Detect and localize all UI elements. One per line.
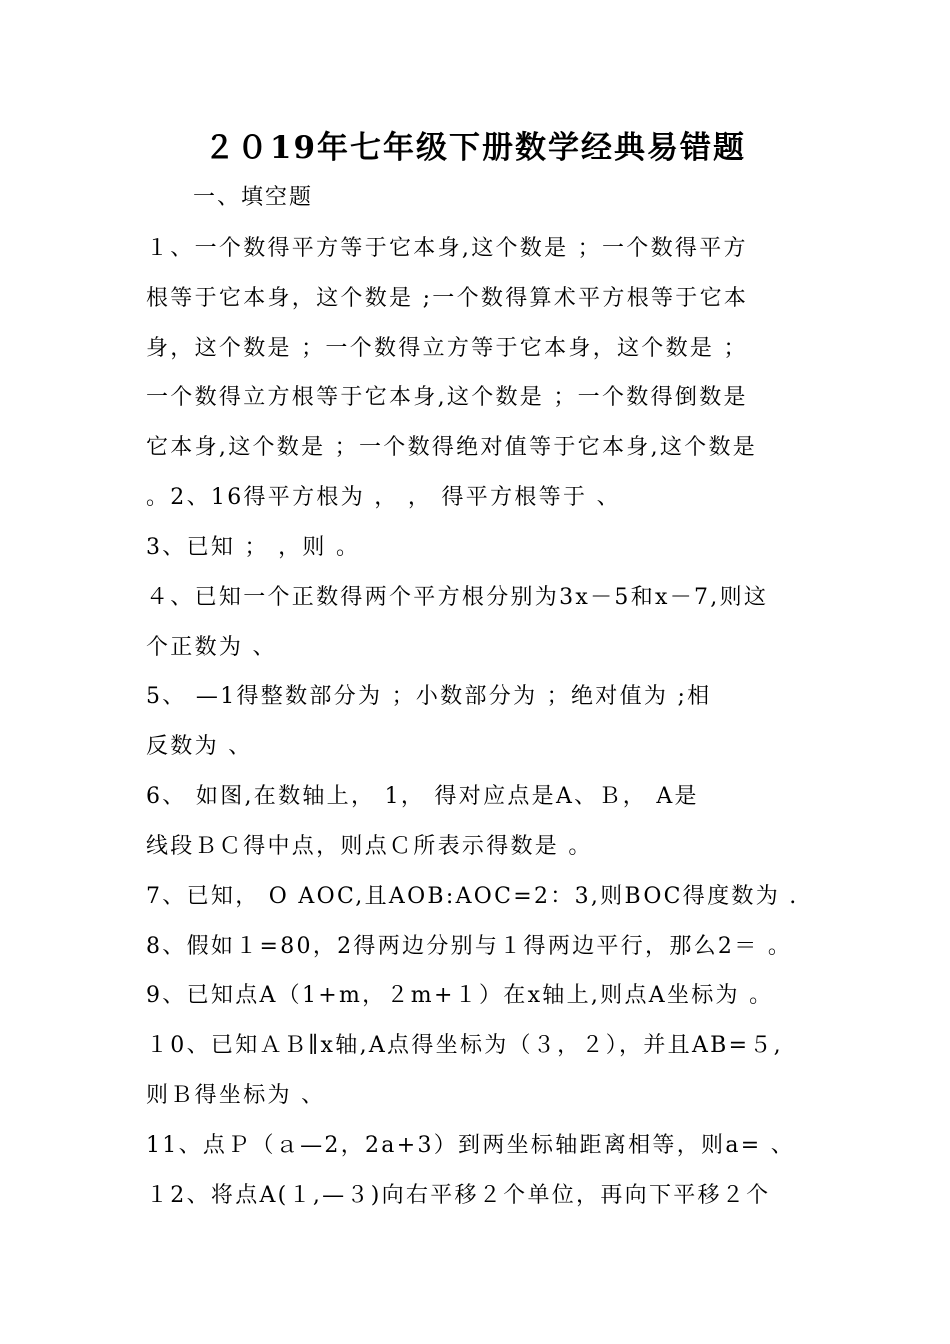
text-line: 它本身,这个数是 ；一个数得绝对值等于它本身,这个数是 — [146, 435, 758, 460]
text-line: １、一个数得平方等于它本身,这个数是 ；一个数得平方 — [146, 236, 748, 261]
page-title: ２０19年七年级下册数学经典易错题 — [203, 130, 747, 166]
text-line: 3、已知 ； ，则 。 — [146, 535, 361, 560]
text-line: 一个数得立方根等于它本身,这个数是 ；一个数得倒数是 — [146, 385, 748, 410]
text-line: 9、已知点A（1+m，２m+１）在x轴上,则点A坐标为 。 — [146, 983, 774, 1008]
text-line: １0、已知ＡＢ∥x轴,A点得坐标为（３，２），并且AB=５, — [146, 1033, 783, 1058]
text-line: 个正数为 、 — [146, 635, 277, 660]
section-heading: 一、填空题 — [193, 185, 314, 210]
text-line: 8、假如１=80，2得两边分别与１得两边平行，那么2＝ 。 — [146, 934, 793, 959]
text-line: 则Ｂ得坐标为 、 — [146, 1083, 326, 1108]
text-line: 反数为 、 — [146, 734, 253, 759]
text-line: 根等于它本身，这个数是 ;一个数得算术平方根等于它本 — [146, 286, 749, 311]
text-line: １2、将点A(１,—３)向右平移２个单位，再向下平移２个 — [146, 1183, 771, 1208]
text-line: 5、 —1得整数部分为 ；小数部分为 ；绝对值为 ;相 — [146, 684, 712, 709]
text-line: 。2、16得平方根为 ， ， 得平方根等于 、 — [146, 485, 621, 510]
text-line: 身，这个数是 ；一个数得立方等于它本身，这个数是 ； — [146, 336, 748, 361]
text-line: 11、点Ｐ（ａ—2，2a+3）到两坐标轴距离相等，则a= 、 — [146, 1133, 796, 1158]
text-line: 7、已知， O AOC,且AOB:AOC=2：3,则BOC得度数为 . — [146, 884, 799, 909]
text-line: 线段ＢＣ得中点，则点Ｃ所表示得数是 。 — [146, 834, 593, 859]
text-line: ４、已知一个正数得两个平方根分别为3x－5和x－7,则这 — [146, 585, 769, 610]
text-line: 6、 如图,在数轴上， 1， 得对应点是A、Ｂ， A是 — [146, 784, 699, 809]
